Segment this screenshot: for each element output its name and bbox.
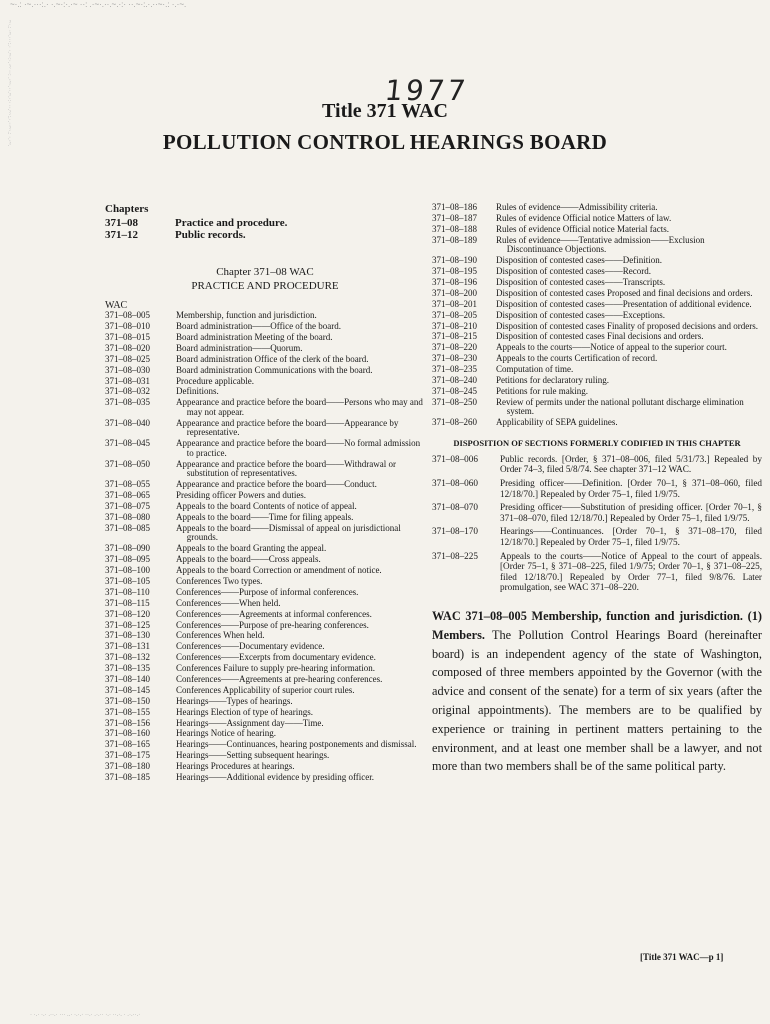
section-number: 371–08–090 — [105, 543, 150, 554]
section-title: Appeals to the board——Cross appeals. — [176, 554, 321, 565]
section-row — [105, 675, 425, 685]
section-title: Appeals to the courts Certification of record. — [496, 353, 658, 364]
section-title: Review of permits under the national pollutant discharge elimination system. — [496, 396, 744, 417]
section-number: 371–08–065 — [105, 490, 150, 501]
right-sections-list — [432, 203, 762, 428]
section-row — [432, 398, 762, 417]
section-title: Hearings——Setting subsequent hearings. — [176, 750, 330, 761]
section-row — [105, 610, 425, 620]
section-title: Board administration——Quorum. — [176, 342, 303, 353]
section-row — [105, 491, 425, 501]
section-row — [105, 333, 425, 343]
disposition-row — [432, 502, 762, 523]
section-title: Disposition of contested cases Proposed and final decisions and orders. — [496, 287, 753, 298]
section-title: Rules of evidence Official notice Matters of law. — [496, 212, 672, 223]
chapter-number: 371–08 — [105, 216, 138, 229]
wac-label: WAC — [105, 299, 128, 311]
section-title: Disposition of contested cases——Record. — [496, 266, 651, 277]
section-number: 371–08–175 — [105, 750, 150, 761]
section-title: Hearings——Types of hearings. — [176, 695, 293, 706]
chapter-row — [105, 229, 425, 241]
section-row — [432, 332, 762, 342]
section-heading: WAC 371–08–005 Membership, function and jurisdiction. (1) Members. — [432, 608, 762, 642]
section-number: 371–08–200 — [432, 287, 477, 298]
section-row — [432, 343, 762, 353]
section-row — [432, 354, 762, 364]
section-row — [105, 599, 425, 609]
section-title: Disposition of contested cases——Transcripts. — [496, 276, 666, 287]
disposition-list — [432, 454, 762, 593]
page-footer: [Title 371 WAC—p 1] — [640, 952, 724, 962]
section-row — [432, 365, 762, 375]
section-number: 371–08–060 — [432, 478, 478, 488]
section-row — [432, 214, 762, 224]
section-row — [105, 773, 425, 783]
section-row — [105, 439, 425, 458]
section-title: Appearance and practice before the board——Withdrawal or substitution of representatives. — [176, 458, 397, 479]
disposition-row — [432, 454, 762, 475]
section-row — [105, 419, 425, 438]
disposition-row — [432, 526, 762, 547]
disposition-row — [432, 551, 762, 593]
section-row — [432, 267, 762, 277]
section-row — [105, 355, 425, 365]
section-title: Disposition of contested cases Final decisions and orders. — [496, 331, 704, 342]
section-number: 371–08–235 — [432, 364, 477, 375]
section-title: Disposition of contested cases——Definition. — [496, 255, 662, 266]
section-number: 371–08–210 — [432, 320, 477, 331]
section-title: Conferences——Excerpts from documentary evidence. — [176, 652, 376, 663]
section-title: Hearings——Continuances, hearing postponements and dismissal. — [176, 739, 417, 750]
section-number: 371–08–010 — [105, 321, 150, 332]
section-title: Petitions for declaratory ruling. — [496, 374, 609, 385]
section-row — [105, 686, 425, 696]
section-row — [432, 311, 762, 321]
disposition-heading: DISPOSITION OF SECTIONS FORMERLY CODIFIED IN THIS CHAPTER — [453, 437, 741, 448]
section-number: 371–08–105 — [105, 575, 150, 586]
section-title: Conferences When held. — [176, 630, 265, 641]
section-number: 371–08–006 — [432, 453, 478, 464]
section-title: Disposition of contested cases——Presentation of additional evidence. — [496, 298, 752, 309]
section-number: 371–08–220 — [432, 342, 477, 353]
top-scan-noise: ~·.: ·~.···:.· ·.~·:·.·~ ··: .·~·.··.~.·:· ··.~·:.·.··~·.: ·.·~. — [10, 0, 187, 9]
section-number: 371–08–030 — [105, 364, 150, 375]
section-number: 371–08–110 — [105, 586, 150, 597]
chapter-heading: Chapter 371–08 WAC — [216, 265, 314, 278]
section-row — [105, 311, 425, 321]
section-number: 371–08–050 — [105, 458, 150, 469]
section-row — [105, 566, 425, 576]
section-number: 371–08–170 — [432, 526, 478, 537]
section-number: 371–08–132 — [105, 652, 150, 663]
section-row — [105, 398, 425, 417]
chapter-number: 371–12 — [105, 228, 138, 241]
section-title: Conferences Two types. — [176, 575, 263, 586]
section-row — [432, 225, 762, 235]
section-number: 371–08–145 — [105, 684, 150, 695]
section-row — [105, 544, 425, 554]
section-title: Conferences Applicability of superior court rules. — [176, 684, 355, 695]
section-title: Presiding officer——Substitution of presiding officer. [Order 70–1, § 371–08–070, filed 12/18/70.] Repealed by Order 75–1, filed 1/9/75. — [500, 502, 762, 523]
left-scan-noise: ~·.: ·~.···:.· ·.~·:·.·~ ··: .·~·.··.~.·:· ··.~·:.·.··~·.: ·.·~. — [6, 20, 12, 147]
section-title: Public records. [Order, § 371–08–006, filed 5/31/73.] Repealed by Order 74–3, filed 5/8/74. See chapter 371–12 WAC. — [500, 453, 762, 475]
section-row — [105, 697, 425, 707]
section-title: Procedure applicable. — [176, 375, 254, 386]
section-row — [105, 577, 425, 587]
section-row — [105, 555, 425, 565]
section-title: Hearings Election of type of hearings. — [176, 706, 313, 717]
section-title: Presiding officer Powers and duties. — [176, 490, 307, 501]
section-title: Hearings Notice of hearing. — [176, 728, 276, 739]
chapter-row — [105, 217, 425, 229]
bottom-scan-noise: · ·.· ·.· .··.· ··· ..· ·.·.· ··.· .·.·· ·.· ··.·. · .·.··.· — [30, 1012, 141, 1018]
section-row — [432, 300, 762, 310]
section-number: 371–08–095 — [105, 554, 150, 565]
section-number: 371–08–045 — [105, 438, 150, 449]
section-text — [432, 607, 762, 776]
section-row — [105, 502, 425, 512]
section-title: Rules of evidence——Admissibility criteria. — [496, 202, 658, 212]
section-row — [105, 377, 425, 387]
section-number: 371–08–032 — [105, 386, 150, 397]
section-title: Rules of evidence Official notice Material facts. — [496, 223, 670, 234]
section-row — [105, 322, 425, 332]
section-number: 371–08–215 — [432, 331, 477, 342]
section-number: 371–08–070 — [432, 502, 478, 513]
chapters-list — [105, 217, 425, 241]
section-number: 371–08–188 — [432, 223, 477, 234]
section-number: 371–08–015 — [105, 331, 150, 342]
section-title: Hearings——Assignment day——Time. — [176, 717, 324, 728]
section-title: Appeals to the board Contents of notice of appeal. — [176, 501, 357, 512]
section-number: 371–08–140 — [105, 673, 150, 684]
section-number: 371–08–085 — [105, 522, 150, 533]
section-row — [105, 621, 425, 631]
chapter-subheading: PRACTICE AND PROCEDURE — [191, 279, 339, 292]
handwritten-year: 1977 — [383, 74, 470, 107]
section-number: 371–08–201 — [432, 298, 477, 309]
section-number: 371–08–190 — [432, 255, 477, 266]
section-title: Appeals to the board Granting the appeal. — [176, 543, 327, 554]
section-title: Appeals to the board Correction or amendment of notice. — [176, 565, 382, 576]
page-title: Title 371 WAC — [322, 100, 448, 122]
section-number: 371–08–120 — [105, 608, 150, 619]
section-row — [105, 729, 425, 739]
section-title: Disposition of contested cases——Exceptions. — [496, 309, 665, 320]
section-row — [105, 513, 425, 523]
section-title: Appeals to the board——Dismissal of appeal on jurisdictional grounds. — [176, 522, 401, 543]
section-body: The Pollution Control Hearings Board (hereinafter board) is an independent agency of the state of Washington, composed of three members appointed by the Governor (with the advice and consent of the senate) for a term of six years (after the original appointments). The members are to be qualified by experience or training in pertinent matters pertaining to the environment, and at least one member shall be a lawyer, and not more than two members shall be of the same political party. — [432, 627, 762, 774]
section-row — [105, 524, 425, 543]
section-title: Conferences Failure to supply pre-hearing information. — [176, 663, 375, 674]
section-row — [432, 236, 762, 255]
section-title: Conferences——Purpose of informal conferences. — [176, 586, 359, 597]
chapter-title: Public records. — [175, 228, 246, 241]
section-row — [432, 203, 762, 213]
section-row — [105, 366, 425, 376]
section-title: Appearance and practice before the board——Conduct. — [176, 479, 377, 490]
section-title: Hearings——Continuances. [Order 70–1, § 371–08–170, filed 12/18/70.] Repealed by Order 75–1, filed 1/9/75. — [500, 526, 762, 547]
section-number: 371–08–040 — [105, 417, 150, 428]
section-row — [432, 418, 762, 428]
section-row — [105, 480, 425, 490]
section-number: 371–08–100 — [105, 565, 150, 576]
section-number: 371–08–115 — [105, 597, 150, 608]
section-number: 371–08–005 — [105, 310, 150, 321]
section-number: 371–08–150 — [105, 695, 150, 706]
section-number: 371–08–165 — [105, 739, 150, 750]
section-row — [105, 751, 425, 761]
disposition-row — [432, 478, 762, 499]
section-number: 371–08–031 — [105, 375, 150, 386]
section-title: Rules of evidence——Tentative admission——Exclusion Discontinuance Objections. — [496, 234, 705, 255]
chapters-heading: Chapters — [105, 203, 149, 215]
section-number: 371–08–240 — [432, 374, 477, 385]
section-title: Appearance and practice before the board——Appearance by representative. — [176, 417, 399, 438]
section-title: Board administration Communications with the board. — [176, 364, 373, 375]
section-title: Appearance and practice before the board——No formal admission to practice. — [176, 438, 421, 458]
section-title: Appeals to the courts——Notice of appeal to the superior court. — [496, 342, 727, 353]
section-number: 371–08–187 — [432, 212, 477, 223]
section-title: Conferences——Agreements at informal conferences. — [176, 608, 372, 619]
section-number: 371–08–260 — [432, 417, 477, 428]
section-row — [105, 460, 425, 479]
section-title: Conferences——When held. — [176, 597, 281, 608]
section-row — [105, 740, 425, 750]
section-number: 371–08–180 — [105, 761, 150, 772]
section-title: Petitions for rule making. — [496, 385, 588, 396]
section-number: 371–08–131 — [105, 641, 150, 652]
section-number: 371–08–225 — [432, 550, 478, 561]
section-title: Board administration——Office of the board. — [176, 321, 342, 332]
section-number: 371–08–185 — [105, 772, 150, 782]
section-row — [105, 762, 425, 772]
section-title: Membership, function and jurisdiction. — [176, 310, 317, 321]
section-title: Disposition of contested cases Finality of proposed decisions and orders. — [496, 320, 758, 331]
section-number: 371–08–080 — [105, 511, 150, 522]
section-number: 371–08–186 — [432, 202, 477, 212]
section-title: Conferences——Documentary evidence. — [176, 641, 325, 652]
section-row — [105, 588, 425, 598]
section-row — [432, 289, 762, 299]
section-title: Appeals to the courts——Notice of Appeal to the court of appeals. [Order 75–1, § 371–08–225, filed 1/9/75; Order 70–1, § 371–08–225, filed 12/18/70.] Repealed by Order 77–1, filed 9/8/76. Later promulgation, see WAC 371–08–220. — [500, 550, 762, 593]
section-row — [105, 708, 425, 718]
page-subtitle: POLLUTION CONTROL HEARINGS BOARD — [162, 130, 608, 154]
section-row — [105, 664, 425, 674]
section-number: 371–08–025 — [105, 353, 150, 364]
chapter-title: Practice and procedure. — [175, 216, 288, 229]
section-number: 371–08–196 — [432, 276, 477, 287]
section-title: Computation of time. — [496, 364, 574, 375]
section-number: 371–08–155 — [105, 706, 150, 717]
section-row — [105, 631, 425, 641]
section-title: Conferences——Agreements at pre-hearing conferences. — [176, 673, 383, 684]
section-title: Presiding officer——Definition. [Order 70–1, § 371–08–060, filed 12/18/70.] Repealed by Order 75–1, filed 1/9/75. — [500, 478, 762, 499]
section-title: Hearings——Additional evidence by presiding officer. — [176, 772, 375, 782]
section-title: Board administration Office of the clerk of the board. — [176, 353, 369, 364]
section-number: 371–08–189 — [432, 234, 477, 245]
section-row — [105, 653, 425, 663]
section-row — [432, 278, 762, 288]
section-row — [105, 387, 425, 397]
section-number: 371–08–156 — [105, 717, 150, 728]
section-title: Board administration Meeting of the board. — [176, 331, 333, 342]
section-title: Hearings Procedures at hearings. — [176, 761, 295, 772]
section-title: Appeals to the board——Time for filing appeals. — [176, 511, 354, 522]
section-number: 371–08–250 — [432, 396, 477, 407]
section-number: 371–08–135 — [105, 663, 150, 674]
right-column — [432, 203, 762, 776]
left-sections-list — [105, 311, 425, 782]
section-title: Definitions. — [176, 386, 219, 397]
section-row — [432, 376, 762, 386]
section-row — [432, 387, 762, 397]
section-number: 371–08–205 — [432, 309, 477, 320]
section-title: Applicability of SEPA guidelines. — [496, 417, 618, 428]
section-number: 371–08–195 — [432, 266, 477, 277]
section-number: 371–08–075 — [105, 501, 150, 512]
section-title: Conferences——Purpose of pre-hearing conferences. — [176, 619, 369, 630]
section-row — [105, 719, 425, 729]
section-number: 371–08–160 — [105, 728, 150, 739]
section-number: 371–08–020 — [105, 342, 150, 353]
section-title: Appearance and practice before the board——Persons who may and may not appear. — [176, 397, 423, 417]
section-number: 371–08–125 — [105, 619, 150, 630]
section-number: 371–08–230 — [432, 353, 477, 364]
section-row — [432, 322, 762, 332]
section-row — [105, 642, 425, 652]
section-number: 371–08–130 — [105, 630, 150, 641]
section-number: 371–08–035 — [105, 397, 150, 408]
section-row — [432, 256, 762, 266]
section-number: 371–08–245 — [432, 385, 477, 396]
section-number: 371–08–055 — [105, 479, 150, 490]
section-row — [105, 344, 425, 354]
left-column — [105, 205, 425, 784]
